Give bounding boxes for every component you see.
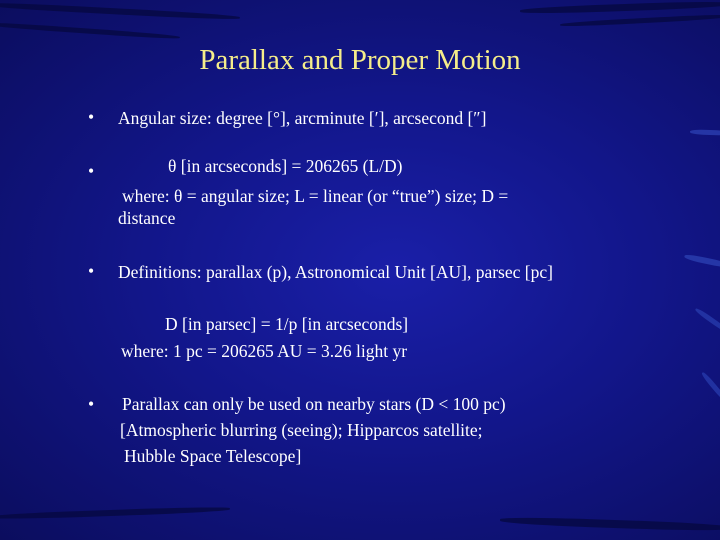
parallax-limit-line1: Parallax can only be used on nearby stars (D < 100 pc)	[122, 394, 506, 414]
background-streak	[500, 516, 720, 532]
angular-size-where-cont: distance	[118, 208, 176, 228]
slide-title: Parallax and Proper Motion	[199, 44, 521, 76]
parallax-limit-line2: [Atmospheric blurring (seeing); Hipparcos satellite;	[120, 420, 483, 440]
background-streak	[684, 253, 720, 268]
angular-size-formula: θ [in arcseconds] = 206265 (L/D)	[168, 156, 403, 176]
parsec-formula: D [in parsec] = 1/p [in arcseconds]	[165, 314, 409, 334]
bullet-angular-size: Angular size: degree [°], arcminute [′], arcsecond [″]	[118, 108, 487, 128]
bullet-marker: •	[88, 161, 95, 181]
background-streak	[701, 371, 720, 402]
background-streak	[0, 21, 180, 40]
background-streak	[690, 129, 720, 135]
background-streak	[0, 1, 240, 21]
bullet-definitions: Definitions: parallax (p), Astronomical Unit [AU], parsec [pc]	[118, 262, 553, 282]
bullet-marker: •	[88, 394, 95, 414]
bullet-marker: •	[88, 261, 95, 281]
parallax-limit-line3: Hubble Space Telescope]	[124, 446, 302, 466]
angular-size-where: where: θ = angular size; L = linear (or “true”) size; D =	[122, 186, 509, 206]
background-streak	[520, 0, 720, 14]
background-streak	[560, 14, 720, 28]
background-streak	[694, 307, 720, 334]
parsec-where: where: 1 pc = 206265 AU = 3.26 light yr	[121, 341, 408, 361]
bullet-marker: •	[88, 107, 95, 127]
background-streak	[0, 506, 230, 520]
